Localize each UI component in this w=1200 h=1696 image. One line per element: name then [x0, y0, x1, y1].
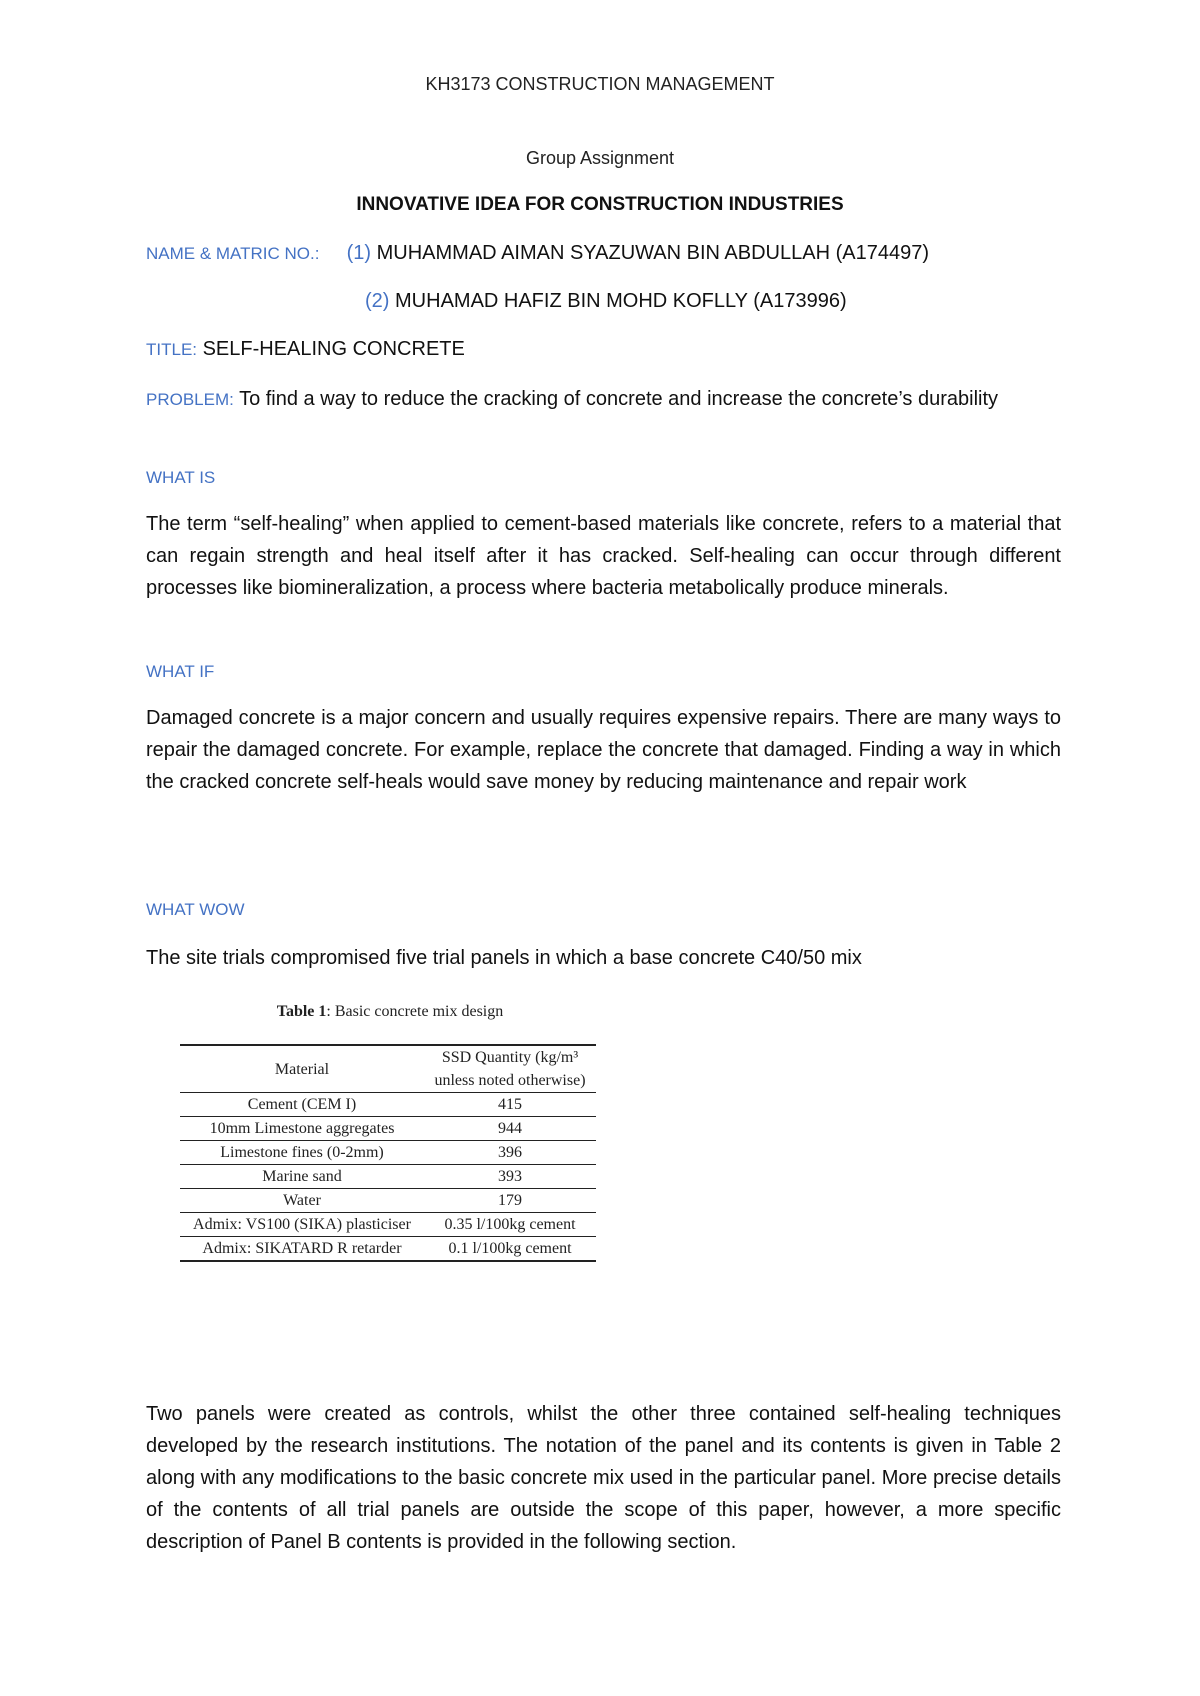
- table-row: [180, 1237, 596, 1262]
- problem-text: To find a way to reduce the cracking of concrete and increase the concrete’s durability: [239, 388, 999, 410]
- table-row: [180, 1117, 596, 1141]
- quantity-cell: 0.1 l/100kg cement: [448, 1240, 572, 1257]
- material-cell: Marine sand: [262, 1168, 342, 1185]
- document-title: INNOVATIVE IDEA FOR CONSTRUCTION INDUSTRIES: [356, 194, 844, 215]
- material-cell: Limestone fines (0-2mm): [220, 1144, 384, 1161]
- table-header-row: [180, 1045, 596, 1093]
- course-code-header: KH3173 CONSTRUCTION MANAGEMENT: [425, 74, 775, 94]
- column-header-quantity: SSD Quantity (kg/m³ unless noted otherwise): [434, 1049, 586, 1089]
- quantity-cell: 944: [498, 1120, 522, 1137]
- material-cell: Admix: VS100 (SIKA) plasticiser: [193, 1216, 411, 1233]
- table-row: [180, 1213, 596, 1237]
- name-matric-label: NAME & MATRIC NO.:: [146, 244, 320, 263]
- what-is-heading: WHAT IS: [146, 468, 216, 487]
- table-caption-text: : Basic concrete mix design: [326, 1003, 504, 1020]
- member-2-number: (2): [365, 290, 390, 312]
- material-cell: Cement (CEM I): [247, 1096, 357, 1113]
- table-row: [180, 1141, 596, 1165]
- material-cell: Water: [283, 1192, 321, 1209]
- member-2-name: MUHAMAD HAFIZ BIN MOHD KOFLLY (A173996): [395, 290, 847, 312]
- table-caption-label: Table 1: [276, 1003, 327, 1020]
- member-2-row: [365, 290, 1065, 313]
- panels-paragraph: Two panels were created as controls, whilst the other three contained self-healing techniques developed by the research institutions. The notation of the panel and its contents is given in Table 2 along with any modifications to the basic concrete mix used in the particular panel. More precise details of the contents of all trial panels are outside the scope of this paper, however, a more specific description of Panel B contents is provided in the following section.: [146, 1403, 1061, 1553]
- what-if-heading: WHAT IF: [146, 662, 215, 681]
- member-1-name: MUHAMMAD AIMAN SYAZUWAN BIN ABDULLAH (A174497): [376, 242, 929, 264]
- title-label: TITLE:: [146, 340, 198, 359]
- table-row: [180, 1093, 596, 1117]
- problem-label: PROBLEM:: [146, 390, 234, 409]
- site-trials-paragraph: The site trials compromised five trial panels in which a base concrete C40/50 mix: [146, 947, 862, 969]
- title-row: [146, 338, 1046, 361]
- assignment-type: Group Assignment: [525, 148, 675, 168]
- member-1-number: (1): [346, 242, 372, 264]
- material-cell: Admix: SIKATARD R retarder: [202, 1240, 402, 1257]
- quantity-cell: 415: [498, 1096, 522, 1113]
- quantity-cell: 393: [498, 1168, 522, 1185]
- what-is-paragraph: The term “self-healing” when applied to cement-based materials like concrete, refers to a material that can regain strength and heal itself after it has cracked. Self-healing can occur through different processes like biomineralization, a process where bacteria metabolically produce minerals.: [146, 513, 1061, 599]
- quantity-cell: 0.35 l/100kg cement: [444, 1216, 576, 1233]
- member-1-row: [146, 242, 1046, 265]
- material-cell: 10mm Limestone aggregates: [209, 1120, 395, 1137]
- quantity-cell: 396: [498, 1144, 522, 1161]
- table-row: [180, 1165, 596, 1189]
- problem-row: [146, 383, 1061, 416]
- what-wow-heading: WHAT WOW: [146, 900, 245, 919]
- table-caption: [180, 1003, 600, 1021]
- table-row: [180, 1189, 596, 1213]
- quantity-cell: 179: [498, 1192, 522, 1209]
- title-value: SELF-HEALING CONCRETE: [202, 338, 465, 360]
- mix-design-table: [180, 1044, 596, 1262]
- what-if-paragraph: Damaged concrete is a major concern and usually requires expensive repairs. There are many ways to repair the damaged concrete. For example, replace the concrete that damaged. Finding a way in which the cracked concrete self-heals would save money by reducing maintenance and repair work: [146, 707, 1061, 793]
- column-header-material: Material: [274, 1060, 330, 1078]
